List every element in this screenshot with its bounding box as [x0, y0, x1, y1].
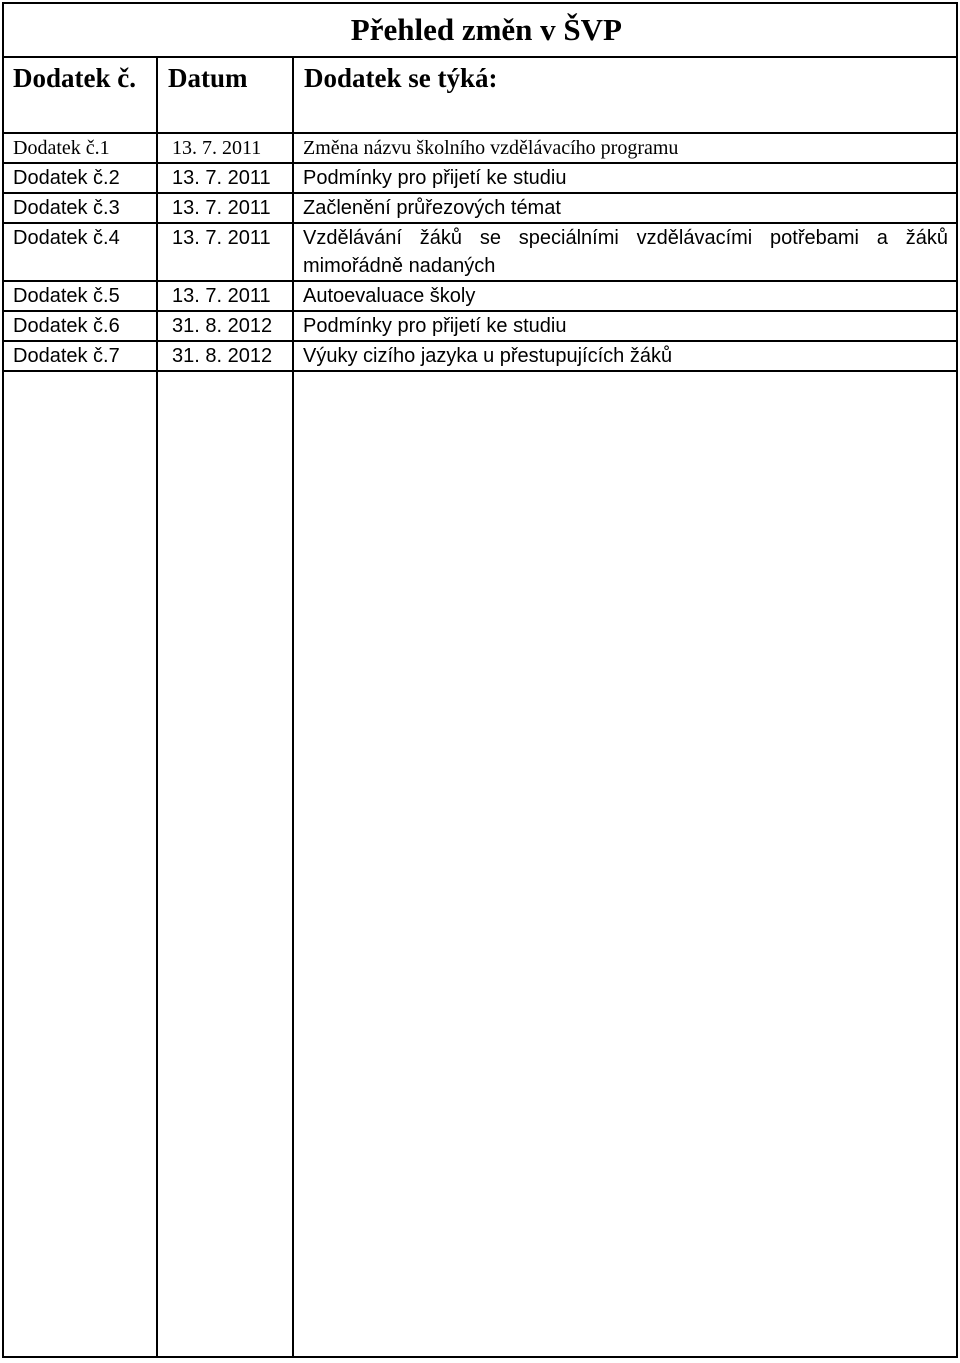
table-row	[3, 311, 957, 341]
row-description: Autoevaluace školy	[293, 281, 957, 311]
row-date: 13. 7. 2011	[157, 281, 293, 311]
row-description: Změna názvu školního vzdělávacího programu	[293, 133, 957, 163]
empty-table-row	[3, 371, 957, 1357]
table-row	[3, 341, 957, 371]
row-number: Dodatek č.5	[3, 281, 157, 311]
title-row	[3, 3, 957, 57]
row-number: Dodatek č.1	[3, 133, 157, 163]
row-date: 13. 7. 2011	[157, 133, 293, 163]
row-description: Podmínky pro přijetí ke studiu	[293, 311, 957, 341]
header-row	[3, 57, 957, 133]
row-date: 31. 8. 2012	[157, 341, 293, 371]
row-description: Výuky cizího jazyka u přestupujících žáků	[293, 341, 957, 371]
table-row	[3, 193, 957, 223]
row-description: Vzdělávání žáků se speciálními vzdělávacími potřebami a žáků mimořádně nadaných	[293, 223, 957, 281]
page-title: Přehled změn v ŠVP	[3, 3, 957, 57]
row-number: Dodatek č.6	[3, 311, 157, 341]
table-row	[3, 133, 957, 163]
changes-table	[2, 2, 958, 1358]
row-description: Začlenění průřezových témat	[293, 193, 957, 223]
row-date: 13. 7. 2011	[157, 223, 293, 281]
table-row	[3, 281, 957, 311]
row-number: Dodatek č.3	[3, 193, 157, 223]
row-number: Dodatek č.4	[3, 223, 157, 281]
row-date: 31. 8. 2012	[157, 311, 293, 341]
column-header-date: Datum	[157, 57, 293, 133]
row-date: 13. 7. 2011	[157, 163, 293, 193]
row-number: Dodatek č.7	[3, 341, 157, 371]
empty-cell-number	[3, 371, 157, 1357]
row-number: Dodatek č.2	[3, 163, 157, 193]
table-row	[3, 163, 957, 193]
column-header-description: Dodatek se týká:	[293, 57, 957, 133]
row-date: 13. 7. 2011	[157, 193, 293, 223]
row-description: Podmínky pro přijetí ke studiu	[293, 163, 957, 193]
table-row	[3, 223, 957, 281]
empty-cell-date	[157, 371, 293, 1357]
column-header-number: Dodatek č.	[3, 57, 157, 133]
empty-cell-description	[293, 371, 957, 1357]
